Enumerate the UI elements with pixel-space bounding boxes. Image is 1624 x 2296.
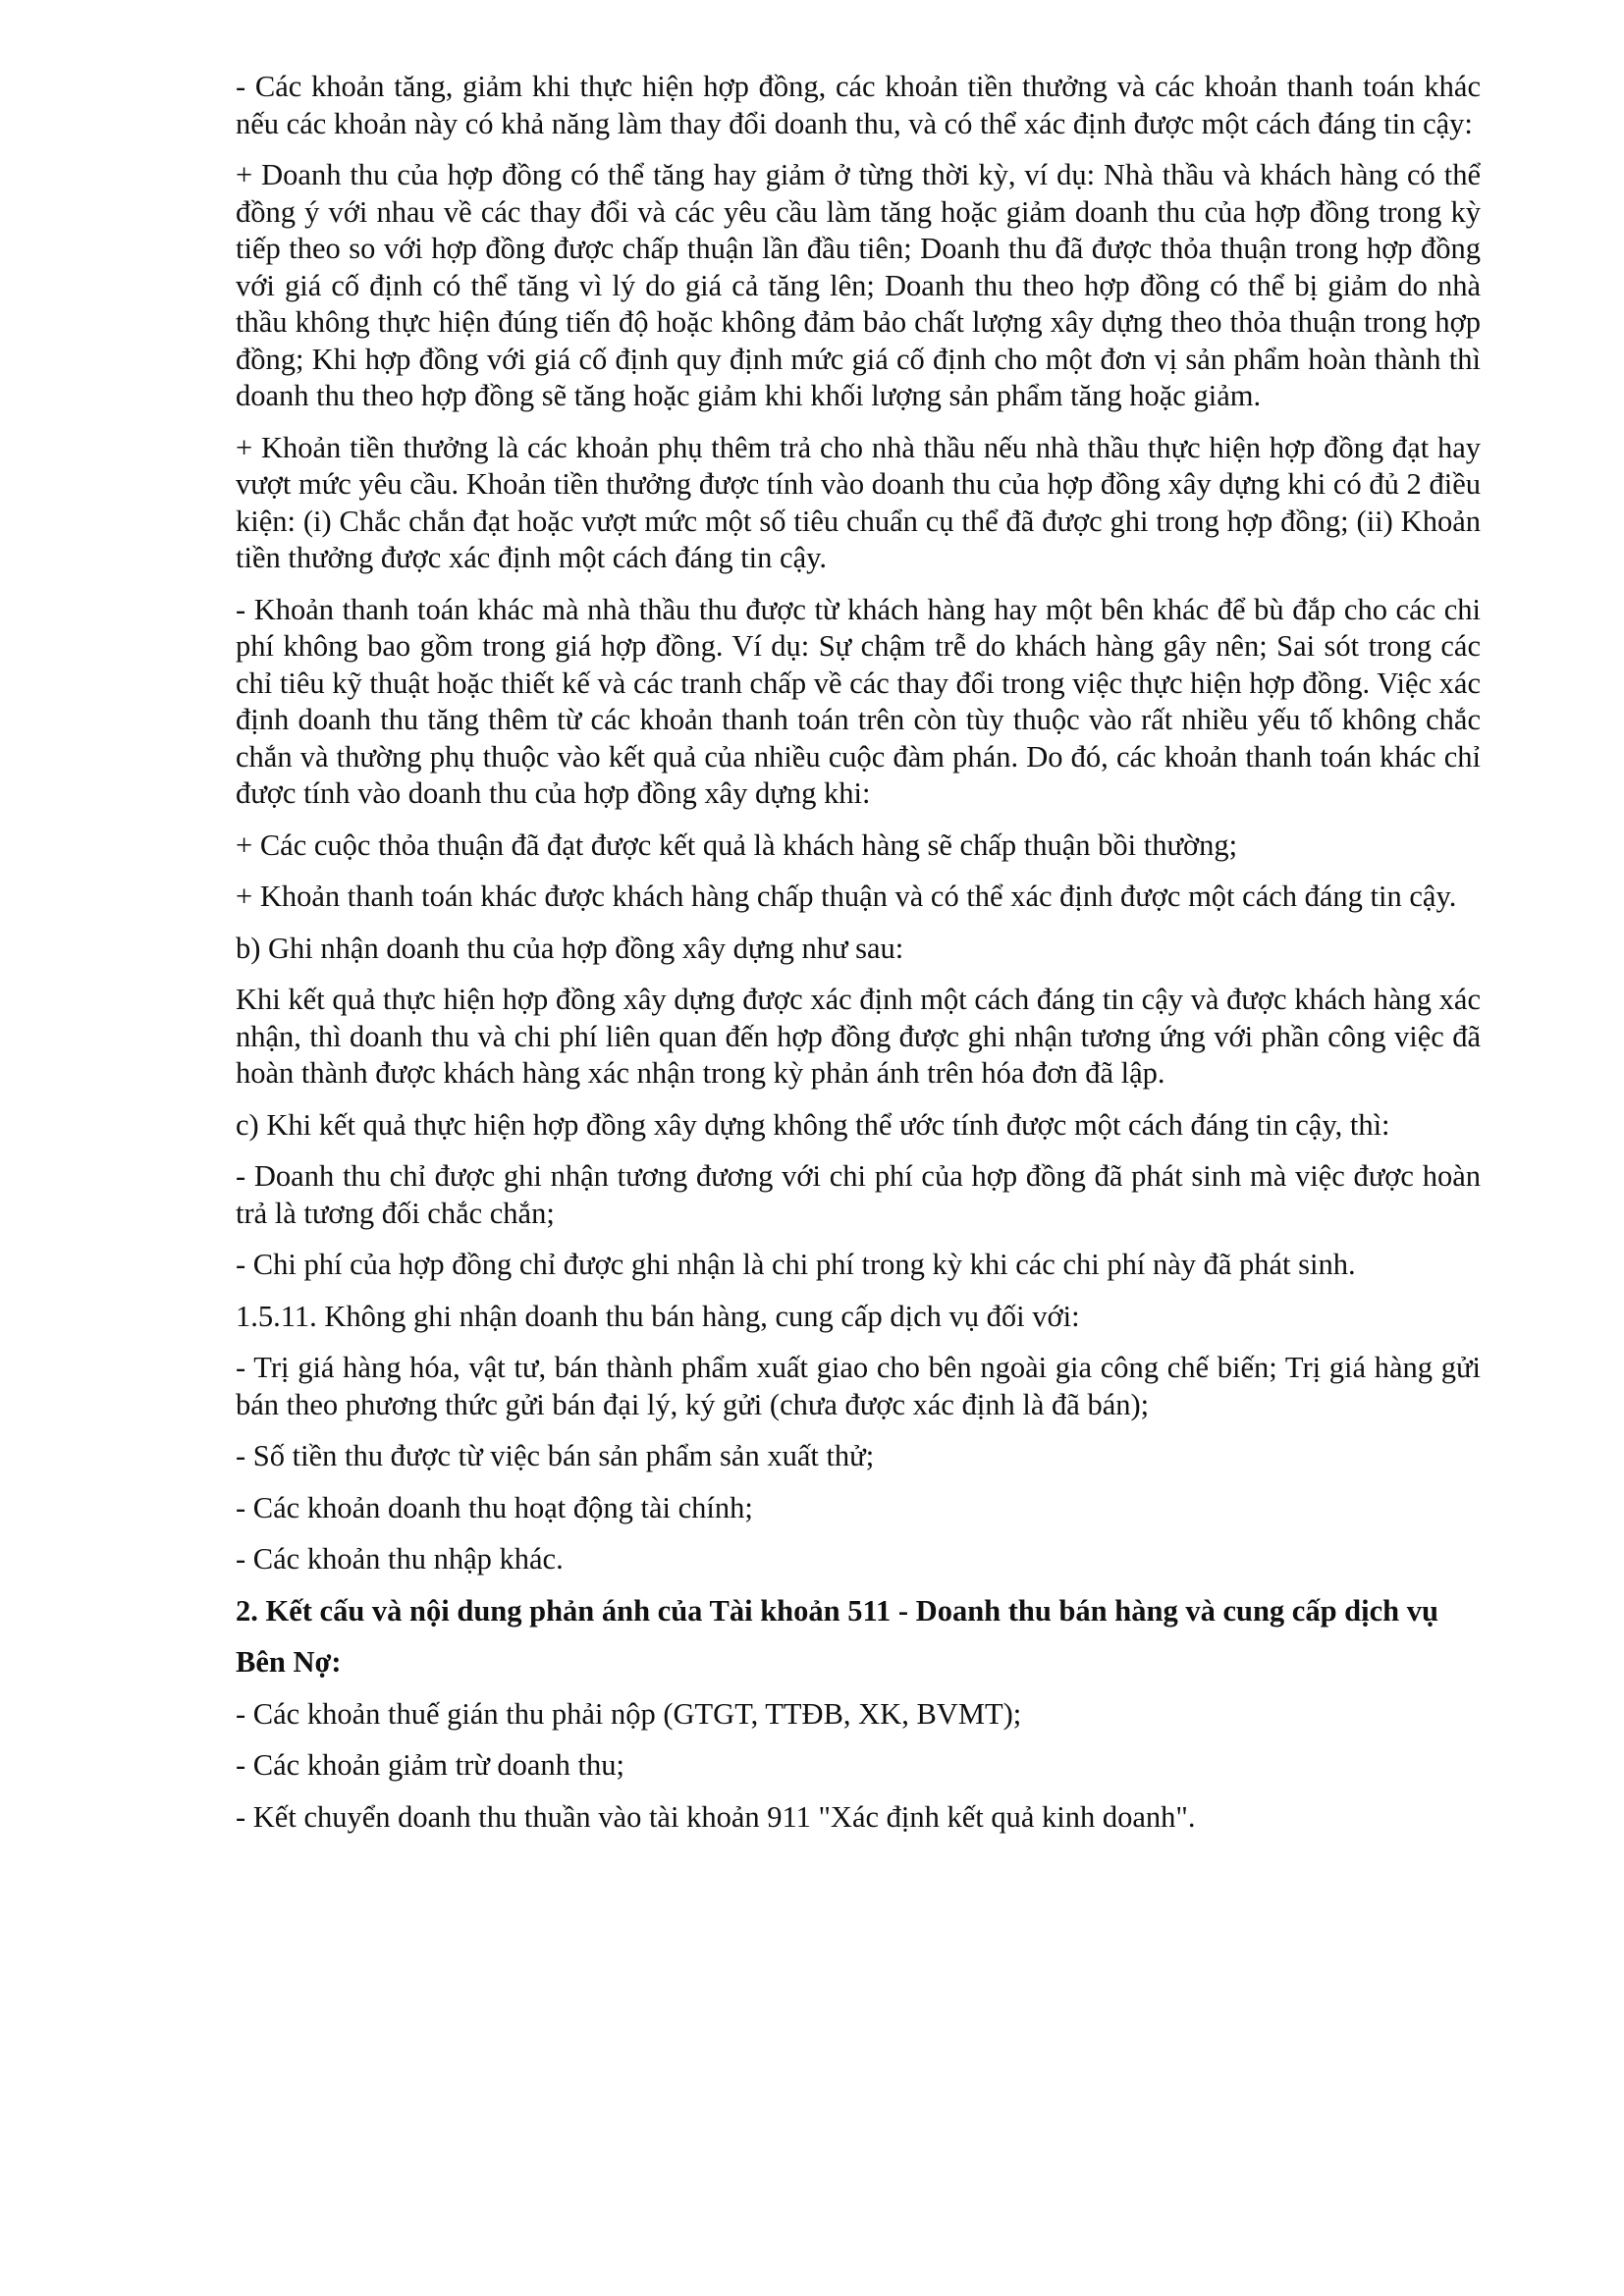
paragraph-payment-approved: + Khoản thanh toán khác được khách hàng chấp thuận và có thể xác định được một cách đáng tin cậy. [236,880,1457,913]
paragraph-trial-products: - Số tiền thu được từ việc bán sản phẩm sản xuất thử; [236,1439,875,1472]
paragraph-negotiation-result: + Các cuộc thỏa thuận đã đạt được kết quả là khách hàng sẽ chấp thuận bồi thường; [236,828,1238,862]
paragraph-transfer-911: - Kết chuyển doanh thu thuần vào tài khoản 911 "Xác định kết quả kinh doanh". [236,1799,1196,1834]
paragraph-other-income: - Các khoản thu nhập khác. [236,1542,564,1575]
paragraph-financial-revenue: - Các khoản doanh thu hoạt động tài chính; [236,1490,753,1524]
paragraph-revenue-equivalent: - Doanh thu chỉ được ghi nhận tương đương với chi phí của hợp đồng đã phát sinh mà việc được hoàn trả là tương đối chắc chắn; [236,1159,1481,1230]
paragraph-recognition-rule: Khi kết quả thực hiện hợp đồng xây dựng được xác định một cách đáng tin cậy và được khách hàng xác nhận, thì doanh thu và chi phí liên quan đến hợp đồng được ghi nhận tương ứng với phần công việc đã hoàn thành được khách hàng xác nhận trong kỳ phản ánh trên hóa đơn đã lập. [236,983,1481,1090]
heading-debit-side: Bên Nợ: [236,1645,342,1679]
paragraph-indirect-taxes: - Các khoản thuế gián thu phải nộp (GTGT, TTĐB, XK, BVMT); [236,1696,1022,1731]
paragraph-cost-recognition: - Chi phí của hợp đồng chỉ được ghi nhận là chi phí trong kỳ khi các chi phí này đã phát sinh. [236,1248,1356,1281]
paragraph-item-b: b) Ghi nhận doanh thu của hợp đồng xây dựng như sau: [236,931,904,965]
paragraph-section-1-5-11: 1.5.11. Không ghi nhận doanh thu bán hàng, cung cấp dịch vụ đối với: [236,1299,1080,1333]
paragraph-revenue-variation: + Doanh thu của hợp đồng có thể tăng hay giảm ở từng thời kỳ, ví dụ: Nhà thầu và khách hàng có thể đồng ý với nhau về các thay đổi và các yêu cầu làm tăng hoặc giảm doanh thu của hợp đồng trong kỳ tiếp theo so với hợp đồng được chấp thuận lần đầu tiên; Doanh thu đã được thỏa thuận trong hợp đồng với giá cố định có thể tăng vì lý do giá cả tăng lên; Doanh thu theo hợp đồng có thể bị giảm do nhà thầu không thực hiện đúng tiến độ hoặc không đảm bảo chất lượng xây dựng theo thỏa thuận trong hợp đồng; Khi hợp đồng với giá cố định quy định mức giá cố định cho một đơn vị sản phẩm hoàn thành thì doanh thu theo hợp đồng sẽ tăng hoặc giảm khi khối lượng sản phẩm tăng hoặc giảm. [236,158,1481,412]
paragraph-revenue-deductions: - Các khoản giảm trừ doanh thu; [236,1748,624,1782]
paragraph-bonus: + Khoản tiền thưởng là các khoản phụ thêm trả cho nhà thầu nếu nhà thầu thực hiện hợp đồng đạt hay vượt mức yêu cầu. Khoản tiền thưởng được tính vào doanh thu của hợp đồng xây dựng khi có đủ 2 điều kiện: (i) Chắc chắn đạt hoặc vượt mức một số tiêu chuẩn cụ thể đã được ghi trong hợp đồng; (ii) Khoản tiền thưởng được xác định một cách đáng tin cậy. [236,430,1481,574]
document-body [236,69,1481,1850]
heading-account-511: 2. Kết cấu và nội dung phản ánh của Tài khoản 511 - Doanh thu bán hàng và cung cấp dịch vụ [236,1593,1438,1628]
paragraph-other-payments: - Khoản thanh toán khác mà nhà thầu thu được từ khách hàng hay một bên khác để bù đắp cho các chi phí không bao gồm trong giá hợp đồng. Ví dụ: Sự chậm trễ do khách hàng gây nên; Sai sót trong các chỉ tiêu kỹ thuật hoặc thiết kế và các tranh chấp về các thay đổi trong việc thực hiện hợp đồng. Việc xác định doanh thu tăng thêm từ các khoản thanh toán trên còn tùy thuộc vào rất nhiều yếu tố không chắc chắn và thường phụ thuộc vào kết quả của nhiều cuộc đàm phán. Do đó, các khoản thanh toán khác chỉ được tính vào doanh thu của hợp đồng xây dựng khi: [236,592,1481,810]
paragraph-goods-value: - Trị giá hàng hóa, vật tư, bán thành phẩm xuất giao cho bên ngoài gia công chế biến; Trị giá hàng gửi bán theo phương thức gửi bán đại lý, ký gửi (chưa được xác định là đã bán); [236,1351,1481,1421]
paragraph-item-c: c) Khi kết quả thực hiện hợp đồng xây dựng không thể ước tính được một cách đáng tin cậy, thì: [236,1107,1390,1142]
paragraph-contract-adjustments: - Các khoản tăng, giảm khi thực hiện hợp đồng, các khoản tiền thưởng và các khoản thanh toán khác nếu các khoản này có khả năng làm thay đổi doanh thu, và có thể xác định được một cách đáng tin cậy: [236,70,1481,140]
